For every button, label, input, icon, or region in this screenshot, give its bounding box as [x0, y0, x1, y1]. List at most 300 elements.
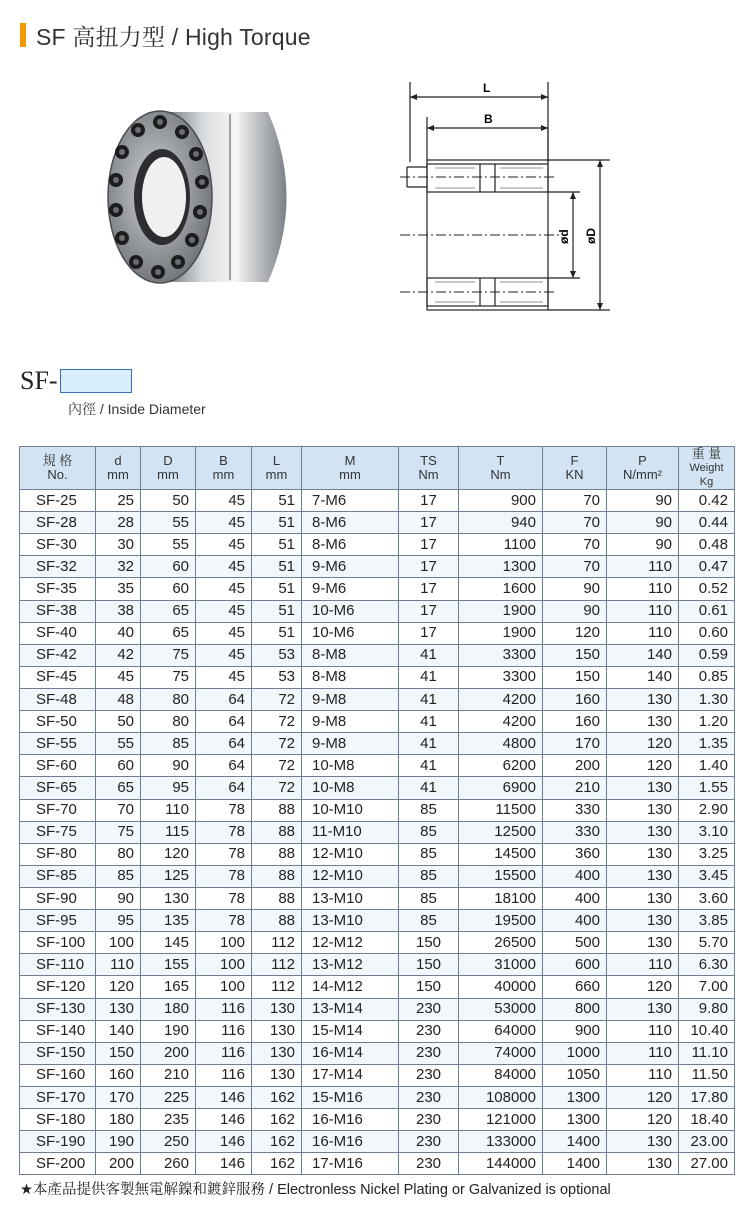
cell-weight: 0.52 — [679, 578, 735, 600]
cell-d: 190 — [96, 1131, 141, 1153]
cell-D: 90 — [141, 755, 196, 777]
cell-weight: 3.25 — [679, 843, 735, 865]
cell-TS: 85 — [399, 821, 459, 843]
cell-model: SF-200 — [20, 1153, 96, 1175]
cell-d: 200 — [96, 1153, 141, 1175]
title-accent-bar — [20, 23, 26, 47]
cell-weight: 17.80 — [679, 1086, 735, 1108]
cell-TS: 230 — [399, 1131, 459, 1153]
cell-T: 144000 — [459, 1153, 543, 1175]
cell-F: 120 — [543, 622, 607, 644]
cell-P: 110 — [607, 622, 679, 644]
cell-model: SF-38 — [20, 600, 96, 622]
cell-P: 130 — [607, 998, 679, 1020]
cell-weight: 1.30 — [679, 688, 735, 710]
cell-F: 70 — [543, 490, 607, 512]
cell-TS: 17 — [399, 578, 459, 600]
table-row — [20, 954, 735, 976]
cell-D: 135 — [141, 910, 196, 932]
cell-TS: 41 — [399, 644, 459, 666]
cell-L: 88 — [252, 910, 302, 932]
cell-d: 150 — [96, 1042, 141, 1064]
cell-weight: 0.61 — [679, 600, 735, 622]
cell-M: 13-M10 — [302, 887, 399, 909]
cell-T: 133000 — [459, 1131, 543, 1153]
cell-weight: 0.48 — [679, 534, 735, 556]
cell-D: 80 — [141, 688, 196, 710]
cell-TS: 150 — [399, 932, 459, 954]
cell-P: 130 — [607, 865, 679, 887]
cell-F: 1400 — [543, 1131, 607, 1153]
cell-weight: 2.90 — [679, 799, 735, 821]
cell-L: 51 — [252, 534, 302, 556]
cell-L: 51 — [252, 600, 302, 622]
cell-M: 15-M14 — [302, 1020, 399, 1042]
header-T: T Nm — [459, 447, 543, 490]
cell-TS: 230 — [399, 1109, 459, 1131]
cell-weight: 11.50 — [679, 1064, 735, 1086]
cell-M: 13-M12 — [302, 954, 399, 976]
cell-weight: 0.59 — [679, 644, 735, 666]
cell-T: 1600 — [459, 578, 543, 600]
cell-d: 95 — [96, 910, 141, 932]
table-row — [20, 490, 735, 512]
cell-T: 53000 — [459, 998, 543, 1020]
cell-weight: 23.00 — [679, 1131, 735, 1153]
table-row — [20, 644, 735, 666]
cell-weight: 3.85 — [679, 910, 735, 932]
cell-model: SF-28 — [20, 512, 96, 534]
cell-d: 25 — [96, 490, 141, 512]
cell-TS: 150 — [399, 976, 459, 998]
cell-M: 13-M10 — [302, 910, 399, 932]
table-body — [20, 490, 735, 1175]
cell-model: SF-130 — [20, 998, 96, 1020]
cell-T: 84000 — [459, 1064, 543, 1086]
inside-diameter-caption: 內徑 / Inside Diameter — [68, 401, 206, 417]
table-row — [20, 711, 735, 733]
table-row — [20, 799, 735, 821]
cell-M: 11-M10 — [302, 821, 399, 843]
cell-weight: 0.42 — [679, 490, 735, 512]
cell-weight: 1.40 — [679, 755, 735, 777]
cell-L: 162 — [252, 1109, 302, 1131]
header-F: F KN — [543, 447, 607, 490]
cell-L: 88 — [252, 865, 302, 887]
cell-d: 130 — [96, 998, 141, 1020]
cell-B: 78 — [196, 865, 252, 887]
cell-L: 53 — [252, 666, 302, 688]
cell-TS: 41 — [399, 666, 459, 688]
cell-T: 18100 — [459, 887, 543, 909]
cell-L: 72 — [252, 688, 302, 710]
cell-TS: 41 — [399, 733, 459, 755]
table-row — [20, 666, 735, 688]
cell-L: 51 — [252, 512, 302, 534]
cell-D: 110 — [141, 799, 196, 821]
table-row — [20, 1042, 735, 1064]
footnote: ★本產品提供客製無電解鎳和鍍鋅服務 / Electronless Nickel Plating or Galvanized is optional — [20, 1182, 611, 1198]
cell-d: 45 — [96, 666, 141, 688]
cell-model: SF-80 — [20, 843, 96, 865]
table-row — [20, 688, 735, 710]
cell-B: 78 — [196, 887, 252, 909]
cell-M: 16-M14 — [302, 1042, 399, 1064]
cell-d: 80 — [96, 843, 141, 865]
cell-B: 64 — [196, 733, 252, 755]
cell-weight: 18.40 — [679, 1109, 735, 1131]
cell-B: 64 — [196, 688, 252, 710]
cell-P: 110 — [607, 556, 679, 578]
cell-B: 45 — [196, 666, 252, 688]
cell-L: 88 — [252, 821, 302, 843]
cell-P: 130 — [607, 688, 679, 710]
cell-TS: 41 — [399, 688, 459, 710]
cell-F: 900 — [543, 1020, 607, 1042]
cell-D: 125 — [141, 865, 196, 887]
cell-F: 1300 — [543, 1086, 607, 1108]
cell-F: 70 — [543, 534, 607, 556]
cell-d: 38 — [96, 600, 141, 622]
header-model: 規 格 No. — [20, 447, 96, 490]
cell-B: 45 — [196, 600, 252, 622]
cell-D: 65 — [141, 600, 196, 622]
dimension-label-B: B — [484, 112, 493, 126]
cell-P: 110 — [607, 1064, 679, 1086]
dimension-label-d: ød — [557, 229, 571, 244]
cell-model: SF-48 — [20, 688, 96, 710]
cell-M: 10-M6 — [302, 622, 399, 644]
cell-M: 12-M10 — [302, 843, 399, 865]
cell-L: 88 — [252, 843, 302, 865]
cell-L: 72 — [252, 777, 302, 799]
cell-M: 8-M6 — [302, 534, 399, 556]
table-row — [20, 622, 735, 644]
cell-M: 10-M10 — [302, 799, 399, 821]
cell-M: 10-M6 — [302, 600, 399, 622]
cell-weight: 6.30 — [679, 954, 735, 976]
table-row — [20, 976, 735, 998]
cell-TS: 230 — [399, 1153, 459, 1175]
cell-B: 146 — [196, 1131, 252, 1153]
table-row — [20, 821, 735, 843]
cell-F: 400 — [543, 865, 607, 887]
cell-B: 100 — [196, 932, 252, 954]
cell-F: 1000 — [543, 1042, 607, 1064]
cell-B: 100 — [196, 976, 252, 998]
cell-d: 90 — [96, 887, 141, 909]
cell-d: 140 — [96, 1020, 141, 1042]
cell-d: 100 — [96, 932, 141, 954]
table-row — [20, 1086, 735, 1108]
cell-weight: 3.10 — [679, 821, 735, 843]
cell-P: 140 — [607, 666, 679, 688]
cell-TS: 17 — [399, 534, 459, 556]
cell-B: 116 — [196, 1064, 252, 1086]
cell-P: 90 — [607, 512, 679, 534]
cell-TS: 85 — [399, 865, 459, 887]
cell-D: 65 — [141, 622, 196, 644]
cell-F: 400 — [543, 910, 607, 932]
cell-P: 120 — [607, 755, 679, 777]
cell-F: 330 — [543, 821, 607, 843]
cell-T: 6200 — [459, 755, 543, 777]
cell-B: 116 — [196, 998, 252, 1020]
cell-L: 51 — [252, 490, 302, 512]
cell-M: 13-M14 — [302, 998, 399, 1020]
cell-F: 70 — [543, 556, 607, 578]
cell-F: 200 — [543, 755, 607, 777]
cell-B: 146 — [196, 1109, 252, 1131]
header-TS: TS Nm — [399, 447, 459, 490]
cell-M: 17-M16 — [302, 1153, 399, 1175]
cell-weight: 9.80 — [679, 998, 735, 1020]
cell-T: 4200 — [459, 688, 543, 710]
cell-B: 45 — [196, 644, 252, 666]
cell-D: 180 — [141, 998, 196, 1020]
header-P: P N/mm² — [607, 447, 679, 490]
cell-M: 9-M6 — [302, 556, 399, 578]
cell-P: 110 — [607, 600, 679, 622]
table-row — [20, 1064, 735, 1086]
cell-weight: 0.47 — [679, 556, 735, 578]
cell-M: 12-M12 — [302, 932, 399, 954]
cell-d: 75 — [96, 821, 141, 843]
cell-model: SF-180 — [20, 1109, 96, 1131]
cell-TS: 230 — [399, 998, 459, 1020]
cell-weight: 27.00 — [679, 1153, 735, 1175]
cell-L: 130 — [252, 1020, 302, 1042]
cell-d: 120 — [96, 976, 141, 998]
cell-P: 110 — [607, 1042, 679, 1064]
cell-P: 130 — [607, 1131, 679, 1153]
cell-d: 30 — [96, 534, 141, 556]
cell-model: SF-110 — [20, 954, 96, 976]
cell-B: 78 — [196, 843, 252, 865]
cell-B: 146 — [196, 1153, 252, 1175]
cell-D: 165 — [141, 976, 196, 998]
cell-TS: 17 — [399, 622, 459, 644]
cell-T: 1100 — [459, 534, 543, 556]
cell-F: 800 — [543, 998, 607, 1020]
cell-L: 130 — [252, 1042, 302, 1064]
cell-T: 64000 — [459, 1020, 543, 1042]
cell-P: 130 — [607, 843, 679, 865]
cell-model: SF-100 — [20, 932, 96, 954]
cell-B: 78 — [196, 799, 252, 821]
cell-L: 88 — [252, 887, 302, 909]
cell-F: 90 — [543, 578, 607, 600]
cell-model: SF-25 — [20, 490, 96, 512]
cell-D: 225 — [141, 1086, 196, 1108]
cell-TS: 85 — [399, 887, 459, 909]
cell-TS: 150 — [399, 954, 459, 976]
cell-d: 42 — [96, 644, 141, 666]
cell-model: SF-90 — [20, 887, 96, 909]
cell-B: 116 — [196, 1042, 252, 1064]
cell-TS: 17 — [399, 490, 459, 512]
cell-T: 4800 — [459, 733, 543, 755]
cell-L: 130 — [252, 998, 302, 1020]
page-title: SF 高扭力型 / High Torque — [36, 23, 311, 50]
cell-P: 90 — [607, 490, 679, 512]
cell-T: 108000 — [459, 1086, 543, 1108]
cell-L: 51 — [252, 578, 302, 600]
cell-D: 95 — [141, 777, 196, 799]
cell-T: 3300 — [459, 666, 543, 688]
cell-P: 120 — [607, 1109, 679, 1131]
table-row — [20, 1109, 735, 1131]
cell-T: 1900 — [459, 600, 543, 622]
cell-F: 150 — [543, 666, 607, 688]
cell-B: 45 — [196, 512, 252, 534]
cell-L: 51 — [252, 622, 302, 644]
cell-TS: 85 — [399, 910, 459, 932]
cell-P: 130 — [607, 821, 679, 843]
table-row — [20, 932, 735, 954]
cell-F: 160 — [543, 688, 607, 710]
cell-TS: 17 — [399, 556, 459, 578]
cell-d: 48 — [96, 688, 141, 710]
cell-P: 120 — [607, 1086, 679, 1108]
cell-B: 64 — [196, 755, 252, 777]
cell-B: 116 — [196, 1020, 252, 1042]
cell-P: 130 — [607, 932, 679, 954]
cell-d: 55 — [96, 733, 141, 755]
table-row — [20, 733, 735, 755]
cell-model: SF-50 — [20, 711, 96, 733]
spec-table — [19, 446, 735, 1175]
cell-weight: 11.10 — [679, 1042, 735, 1064]
cell-d: 50 — [96, 711, 141, 733]
cell-d: 32 — [96, 556, 141, 578]
inside-diameter-box — [60, 369, 132, 393]
header-B: B mm — [196, 447, 252, 490]
cell-B: 45 — [196, 622, 252, 644]
cell-B: 45 — [196, 534, 252, 556]
cell-weight: 10.40 — [679, 1020, 735, 1042]
table-row — [20, 777, 735, 799]
cell-D: 50 — [141, 490, 196, 512]
table-row — [20, 1131, 735, 1153]
cell-D: 60 — [141, 578, 196, 600]
cell-TS: 230 — [399, 1042, 459, 1064]
cell-weight: 5.70 — [679, 932, 735, 954]
cell-T: 3300 — [459, 644, 543, 666]
cell-weight: 3.60 — [679, 887, 735, 909]
cell-D: 75 — [141, 666, 196, 688]
cell-TS: 230 — [399, 1064, 459, 1086]
cell-F: 160 — [543, 711, 607, 733]
header-weight: 重 量 Weight Kg — [679, 447, 735, 490]
cell-D: 145 — [141, 932, 196, 954]
cell-model: SF-30 — [20, 534, 96, 556]
cell-D: 80 — [141, 711, 196, 733]
cell-model: SF-60 — [20, 755, 96, 777]
page-title-bar — [20, 22, 311, 48]
cell-D: 85 — [141, 733, 196, 755]
cell-T: 11500 — [459, 799, 543, 821]
cell-weight: 1.55 — [679, 777, 735, 799]
cell-B: 78 — [196, 910, 252, 932]
header-L: L mm — [252, 447, 302, 490]
cell-model: SF-95 — [20, 910, 96, 932]
cell-model: SF-120 — [20, 976, 96, 998]
table-row — [20, 1020, 735, 1042]
table-row — [20, 998, 735, 1020]
cell-M: 16-M16 — [302, 1109, 399, 1131]
cell-B: 146 — [196, 1086, 252, 1108]
cell-D: 210 — [141, 1064, 196, 1086]
cell-weight: 3.45 — [679, 865, 735, 887]
cell-T: 19500 — [459, 910, 543, 932]
cell-d: 40 — [96, 622, 141, 644]
cell-P: 130 — [607, 910, 679, 932]
cell-L: 88 — [252, 799, 302, 821]
cell-F: 210 — [543, 777, 607, 799]
cell-L: 72 — [252, 733, 302, 755]
cell-T: 1900 — [459, 622, 543, 644]
cell-T: 15500 — [459, 865, 543, 887]
table-row — [20, 887, 735, 909]
cell-TS: 41 — [399, 711, 459, 733]
cell-L: 162 — [252, 1086, 302, 1108]
cell-F: 150 — [543, 644, 607, 666]
cell-D: 155 — [141, 954, 196, 976]
cell-model: SF-32 — [20, 556, 96, 578]
cell-D: 60 — [141, 556, 196, 578]
cell-weight: 1.20 — [679, 711, 735, 733]
cell-F: 330 — [543, 799, 607, 821]
cell-d: 110 — [96, 954, 141, 976]
cell-B: 100 — [196, 954, 252, 976]
cell-P: 130 — [607, 887, 679, 909]
table-row — [20, 843, 735, 865]
cell-F: 400 — [543, 887, 607, 909]
cell-model: SF-160 — [20, 1064, 96, 1086]
cell-T: 74000 — [459, 1042, 543, 1064]
table-row — [20, 910, 735, 932]
cell-T: 31000 — [459, 954, 543, 976]
cell-d: 170 — [96, 1086, 141, 1108]
cell-L: 130 — [252, 1064, 302, 1086]
cell-P: 130 — [607, 1153, 679, 1175]
cell-L: 53 — [252, 644, 302, 666]
cell-M: 9-M6 — [302, 578, 399, 600]
table-row — [20, 534, 735, 556]
cell-P: 110 — [607, 954, 679, 976]
cell-P: 130 — [607, 777, 679, 799]
cell-weight: 0.60 — [679, 622, 735, 644]
cell-T: 26500 — [459, 932, 543, 954]
cell-D: 200 — [141, 1042, 196, 1064]
cell-P: 120 — [607, 976, 679, 998]
cell-d: 85 — [96, 865, 141, 887]
cell-B: 64 — [196, 711, 252, 733]
cell-T: 940 — [459, 512, 543, 534]
cell-model: SF-70 — [20, 799, 96, 821]
cell-weight: 1.35 — [679, 733, 735, 755]
dimension-label-D: øD — [584, 228, 598, 244]
table-row — [20, 1153, 735, 1175]
header-D: D mm — [141, 447, 196, 490]
cell-TS: 41 — [399, 755, 459, 777]
cell-M: 8-M6 — [302, 512, 399, 534]
model-code-prefix: SF- — [20, 366, 58, 395]
cell-L: 112 — [252, 932, 302, 954]
cell-F: 90 — [543, 600, 607, 622]
cell-B: 45 — [196, 578, 252, 600]
